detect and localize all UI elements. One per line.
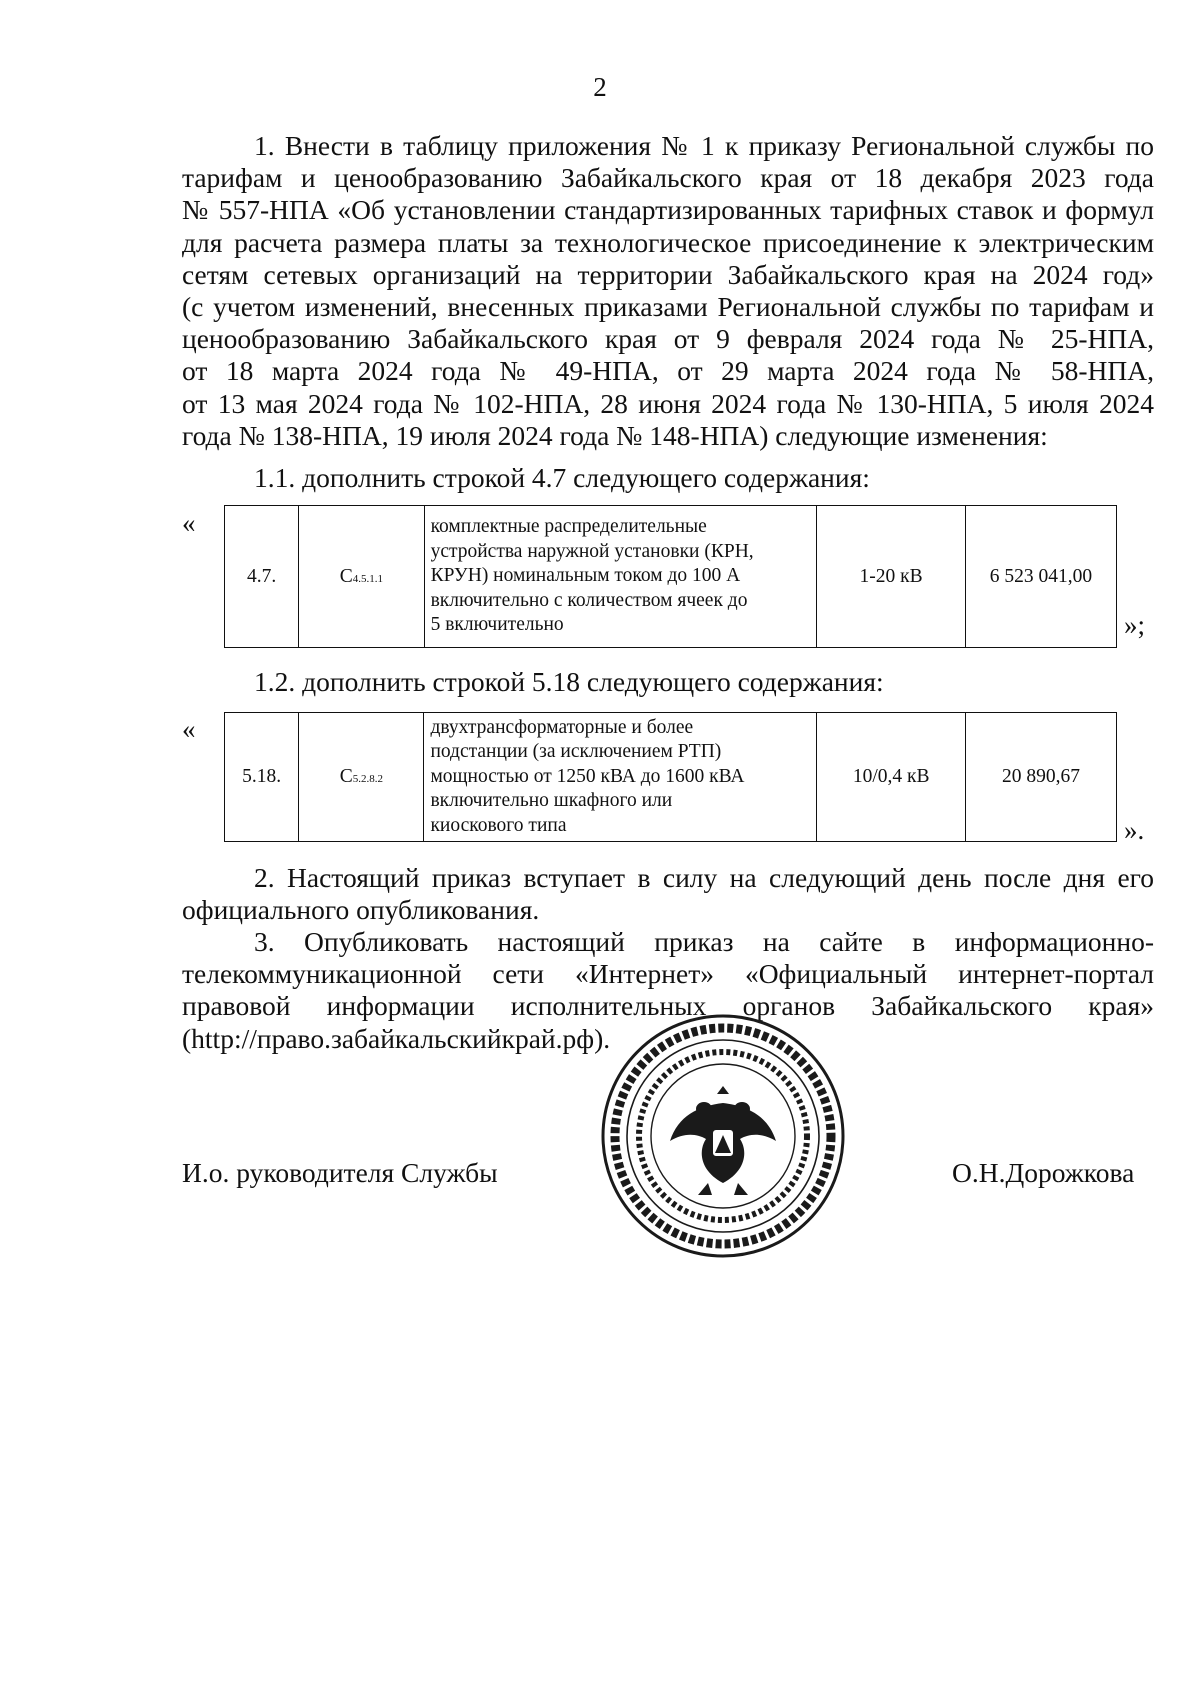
description-line: подстанции (за исключением РТП) [430,741,722,763]
paragraph-line: ценообразованию Забайкальского края от 9 февраля 2024 года № 25-НПА, [182,323,1154,355]
page-number: 2 [593,72,607,102]
close-quote: »; [1124,610,1146,640]
paragraph-line: правовой информации исполнительных органов Забайкальского края» [182,990,1154,1022]
rate-code-letter: C [339,565,353,587]
description-line: комплектные распределительные [430,516,707,538]
open-quote: « [182,508,196,538]
voltage-cell: 1-20 кВ [817,506,966,648]
table-row [225,713,1117,842]
rate-code-index: 4.5.1.1 [352,572,383,585]
paragraph-line: для расчета размера платы за технологическое присоединение к электрическим [182,226,1154,258]
close-quote: ». [1124,815,1145,845]
rate-code-index: 5.2.8.2 [352,773,383,785]
description-line: КРУН) номинальным током до 100 А [430,565,741,587]
table-row [225,506,1117,648]
paragraph-1 [182,130,1154,452]
subitem-1-2: 1.2. дополнить строкой 5.18 следующего содержания: [254,666,884,697]
amendment-table-5-18 [224,712,1117,842]
paragraph-line: (с учетом изменений, внесенных приказами Региональной службы по тарифам и [182,291,1154,323]
paragraph-line: 1. Внести в таблицу приложения № 1 к приказу Региональной службы по [254,130,1154,161]
paragraph-line: года № 138-НПА, 19 июля 2024 года № 148-НПА) следующие изменения: [182,419,1048,451]
signatory-position: И.о. руководителя Службы [182,1157,498,1188]
paragraph-line: от 18 марта 2024 года № 49-НПА, от 29 марта 2024 года № 58-НПА, [182,355,1154,387]
description-line: двухтрансформаторные и более [430,716,694,738]
signatory-name: О.Н.Дорожкова [952,1157,1135,1188]
stamp-seal [588,1011,858,1261]
rate-code [299,506,424,648]
paragraph-line: официального опубликования. [182,894,540,926]
price-cell: 20 890,67 [966,713,1117,842]
subitem-1-1: 1.1. дополнить строкой 4.7 следующего содержания: [254,462,870,493]
description-line: включительно с количеством ячеек до [430,589,748,611]
description-line: киоскового типа [430,814,567,836]
rate-code-letter: C [339,766,353,787]
paragraph-line: телекоммуникационной сети «Интернет» «Официальный интернет-портал [182,958,1154,990]
coat-of-arms-icon [670,1086,776,1195]
paragraph-2 [182,862,1154,926]
open-quote: « [182,714,196,744]
paragraph-line: 3. Опубликовать настоящий приказ на сайте в информационно- [254,926,1154,957]
description-line: включительно шкафного или [430,790,673,812]
description-line: мощностью от 1250 кВА до 1600 кВА [430,765,745,787]
official-stamp [588,1011,858,1261]
row-number: 4.7. [225,506,299,648]
row-number: 5.18. [225,713,299,842]
paragraph-line: 2. Настоящий приказ вступает в силу на следующий день после дня его [254,862,1154,893]
rate-code [299,713,424,842]
paragraph-line: сетям сетевых организаций на территории Забайкальского края на 2024 год» [182,258,1154,290]
price-cell: 6 523 041,00 [965,506,1116,648]
paragraph-line: № 557-НПА «Об установлении стандартизированных тарифных ставок и формул [182,194,1154,226]
voltage-cell: 10/0,4 кВ [817,713,966,842]
paragraph-line: (http://право.забайкальскийкрай.рф). [182,1022,611,1054]
description-cell [424,506,817,648]
description-cell [424,713,817,842]
description-line: устройства наружной установки (КРН, [430,540,754,562]
description-line: 5 включительно [430,614,564,636]
paragraph-line: от 13 мая 2024 года № 102-НПА, 28 июня 2024 года № 130-НПА, 5 июля 2024 [182,387,1154,419]
paragraph-line: тарифам и ценообразованию Забайкальского края от 18 декабря 2023 года [182,162,1154,194]
amendment-table-4-7 [224,505,1117,648]
